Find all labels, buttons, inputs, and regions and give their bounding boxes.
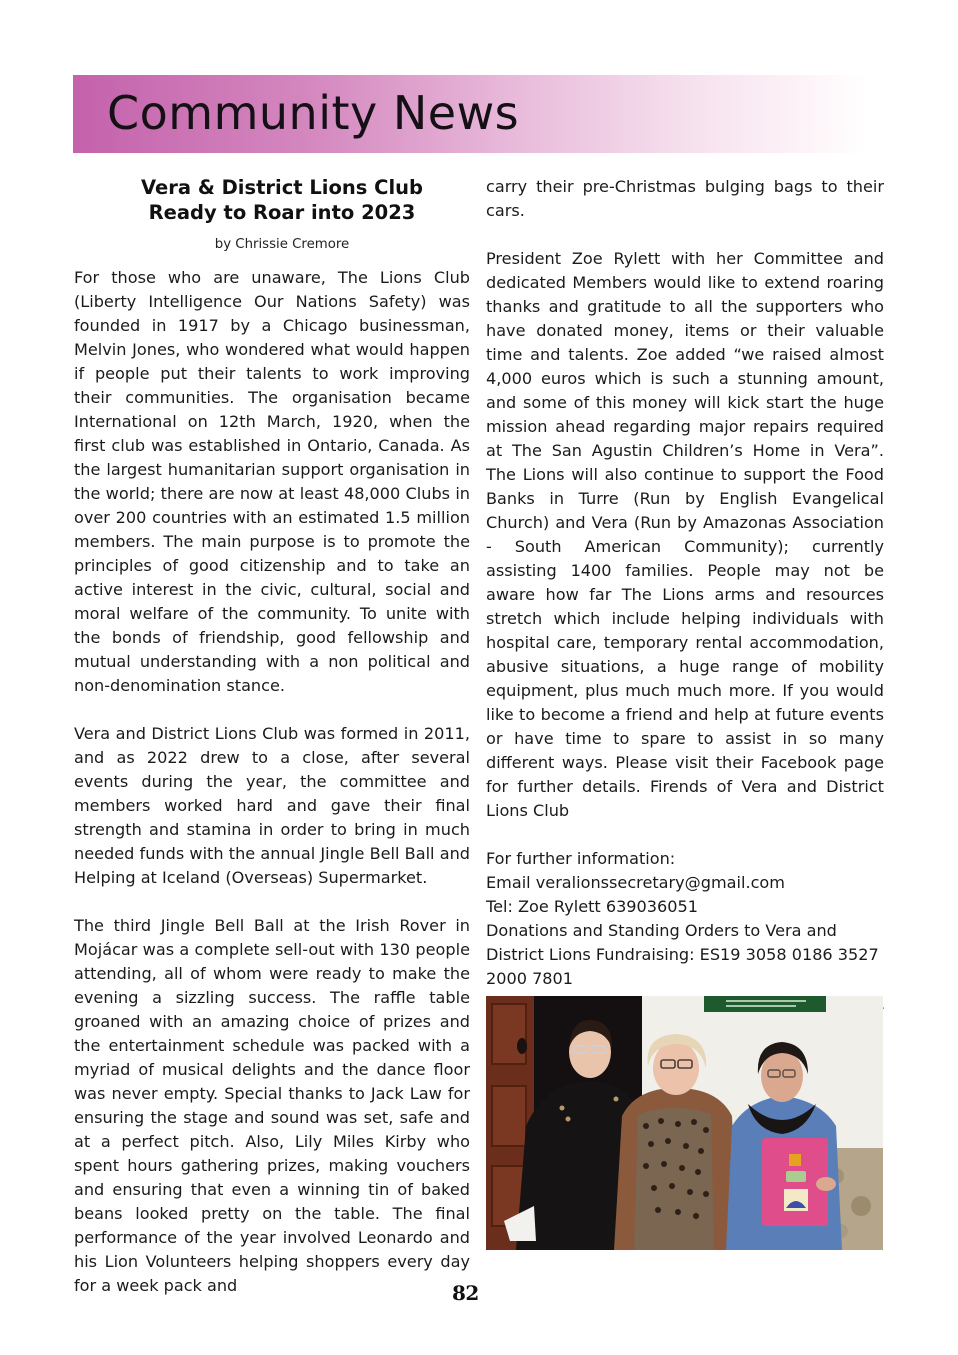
contact-heading: For further information: xyxy=(486,849,676,868)
page-number: 82 xyxy=(452,1281,479,1305)
photo-three-women-icon xyxy=(486,996,883,1250)
article-photo xyxy=(486,996,883,1250)
contact-email[interactable]: Email veralionssecretary@gmail.com xyxy=(486,873,785,892)
article-right-column xyxy=(486,175,884,1057)
paragraph-lions-history: For those who are unaware, The Lions Club (Liberty Intelligence Our Nations Safety) was founded in 1917 by a Chicago businessman, Melvin Jones, who wondered what would happen if people put their talents to work improving their communities. The organisation became International on 12th March, 1920, when the first club was established in Ontario, Canada. As the largest humanitarian support organisation in the world; there are now at least 48,000 Clubs in over 200 countries with an estimated 1.5 million members. The main purpose is to promote the principles of good citizenship and to take an active interest in the civic, cultural, social and moral welfare of the community. To unite with the bonds of friendship, good fellowship and mutual understanding with a non political and non-denomination stance. xyxy=(74,268,470,695)
section-header-band xyxy=(73,75,868,153)
article-byline: by Chrissie Cremore xyxy=(214,237,350,252)
contact-telephone: Tel: Zoe Rylett 639036051 xyxy=(486,897,698,916)
section-title: Community News xyxy=(107,86,520,140)
paragraph-continuation: carry their pre-Christmas bulging bags to their cars. xyxy=(486,177,884,220)
article-headline xyxy=(74,175,470,225)
contact-info xyxy=(486,847,884,991)
headline-line-1: Vera & District Lions Club xyxy=(141,176,423,199)
article-left-column xyxy=(74,175,470,1298)
paragraph-thanks: President Zoe Rylett with her Committee and dedicated Members would like to extend roaring thanks and gratitude to all the supporters who have donated money, items or their valuable time and talents. Zoe added “we raised almost 4,000 euros which is such a stunning amount, and some of this money will kick start the huge mission ahead regarding major repairs required at The San Agustin Children’s Home in Vera”. The Lions will also continue to support the Food Banks in Turre (Run by English Evangelical Church) and Vera (Run by Amazonas Association - South American Community); currently assisting 1400 families. People may not be aware how far The Lions arms and resources stretch which include helping individuals with hospital care, temporary rental accommodation, abusive situations, a huge range of mobility equipment, plus much much more. If you would like to become a friend and help at future events or have time to spare to assist in so many different ways. Please visit their Facebook page for further details. Firends of Vera and District Lions Club xyxy=(486,249,884,820)
headline-line-2: Ready to Roar into 2023 xyxy=(148,201,416,224)
paragraph-jingle-bell-ball: The third Jingle Bell Ball at the Irish Rover in Mojácar was a complete sell-out with 130 people attending, all of whom were ready to make the evening a sizzling success. The raffle table groaned with an amazing choice of prizes and the entertainment schedule was packed with a myriad of musical delights and the dance floor was never empty. Special thanks to Jack Law for ensuring the stage and sound was set, safe and at a perfect pitch. Also, Lily Miles Kirby who spent hours gathering prizes, making vouchers and ensuring that even a winning tin of baked beans looked pretty on the table. The final performance of the year involved Leonardo and his Lion Volunteers helping shoppers every day for a week pack and xyxy=(74,916,470,1295)
donations-bank-details: Donations and Standing Orders to Vera and District Lions Fundraising: ES19 3058 0186 3527 2000 7801 xyxy=(486,921,879,988)
paragraph-vera-club: Vera and District Lions Club was formed in 2011, and as 2022 drew to a close, after several events during the year, the committee and members worked hard and gave their final strength and stamina in order to bring in much needed funds with the annual Jingle Bell Ball and Helping at Iceland (Overseas) Supermarket. xyxy=(74,724,470,887)
